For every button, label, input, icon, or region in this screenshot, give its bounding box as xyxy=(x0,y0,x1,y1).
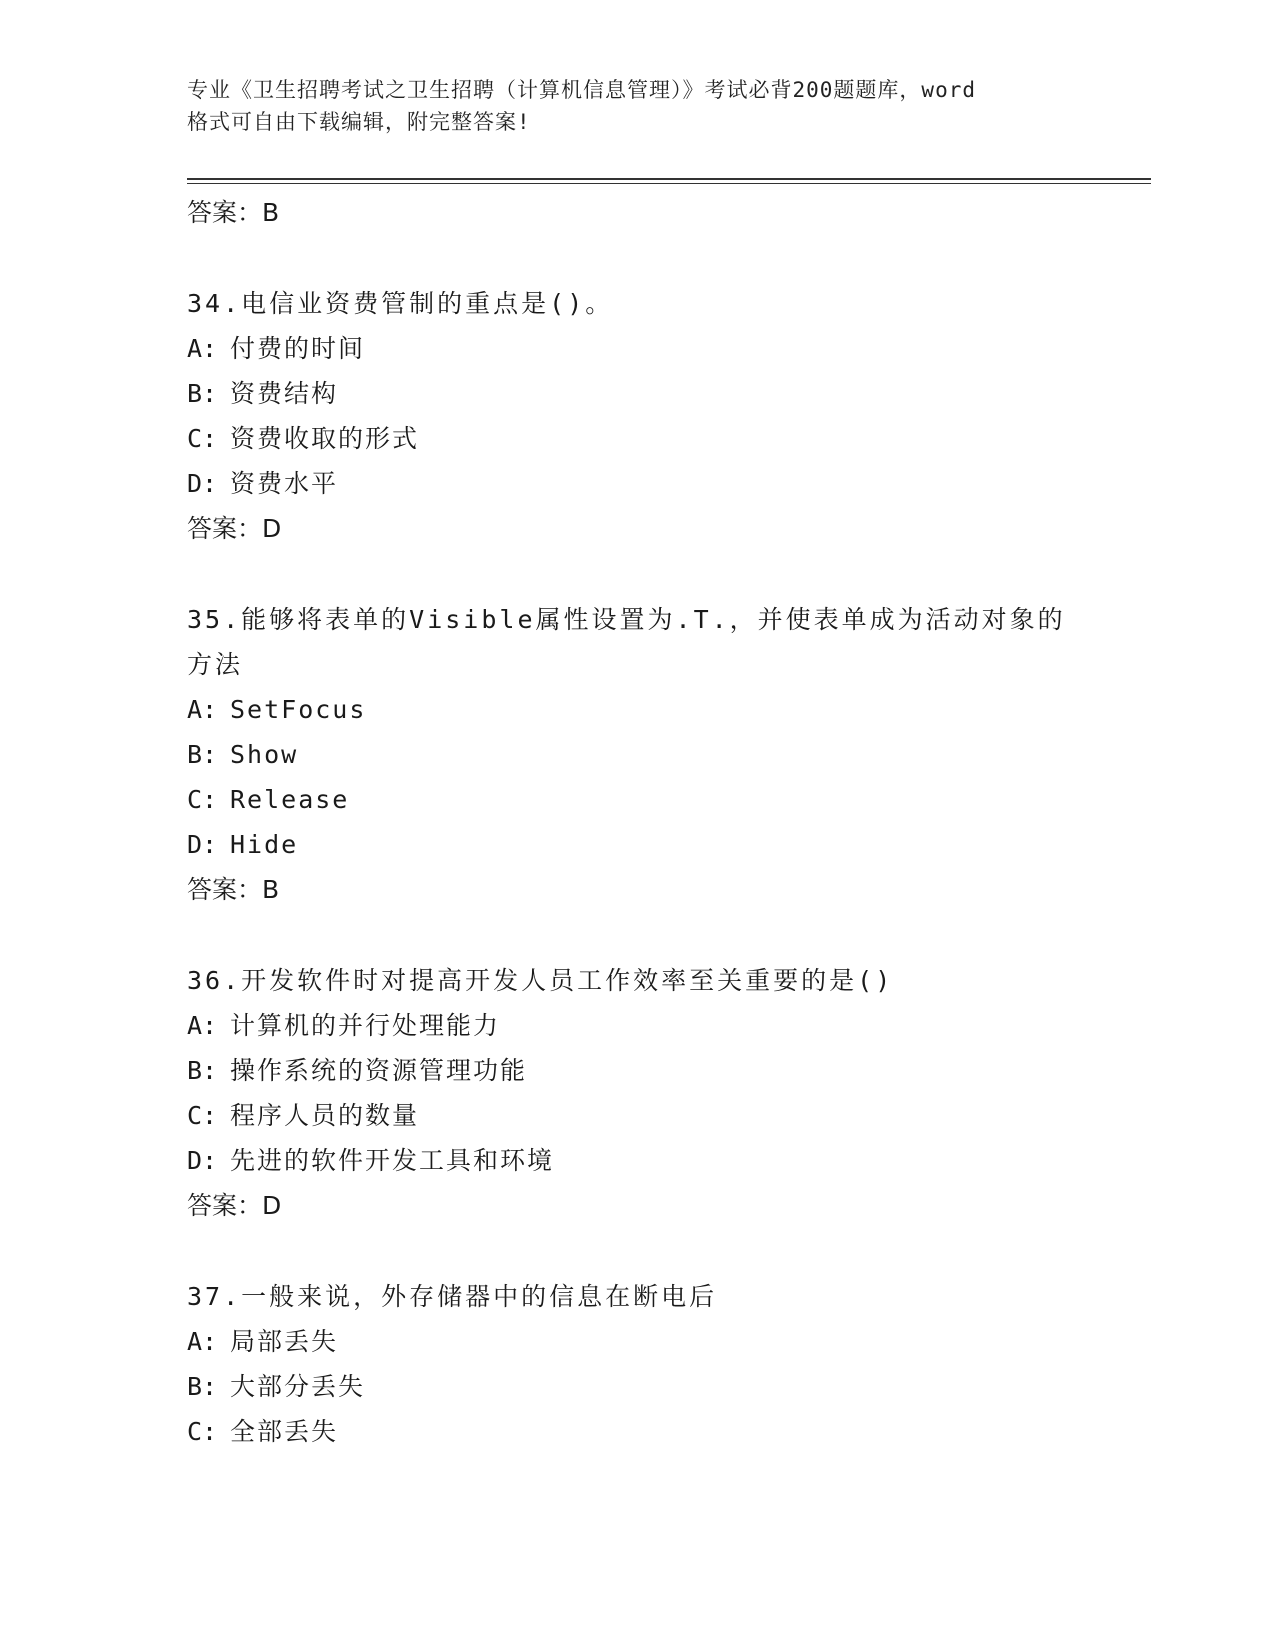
option-c xyxy=(187,416,1151,461)
option-key: B: xyxy=(187,740,218,769)
question-36 xyxy=(187,958,1151,1228)
option-text: 程序人员的数量 xyxy=(230,1101,420,1130)
option-text: 操作系统的资源管理功能 xyxy=(230,1056,528,1085)
previous-question-answer: 答案：B xyxy=(187,198,280,227)
document-header xyxy=(187,74,1087,138)
option-key: C: xyxy=(187,1101,218,1130)
option-key: B: xyxy=(187,1372,218,1401)
option-key: A: xyxy=(187,695,218,724)
option-text: 资费结构 xyxy=(230,379,339,408)
option-text: 资费水平 xyxy=(230,469,339,498)
question-35 xyxy=(187,597,1151,912)
question-title: 34.电信业资费管制的重点是()。 xyxy=(187,289,614,318)
header-line-2: 格式可自由下载编辑，附完整答案! xyxy=(187,110,531,134)
option-key: D: xyxy=(187,830,218,859)
question-34 xyxy=(187,281,1151,551)
header-divider-thick xyxy=(187,178,1151,180)
option-a xyxy=(187,1319,1151,1364)
option-text: 计算机的并行处理能力 xyxy=(230,1011,501,1040)
option-key: B: xyxy=(187,379,218,408)
option-text: 局部丢失 xyxy=(230,1327,339,1356)
option-text: 全部丢失 xyxy=(230,1417,339,1446)
question-title: 37.一般来说，外存储器中的信息在断电后 xyxy=(187,1282,718,1311)
option-b xyxy=(187,732,1151,777)
option-a xyxy=(187,687,1151,732)
question-answer: 答案：B xyxy=(187,875,280,904)
option-text: 先进的软件开发工具和环境 xyxy=(230,1146,555,1175)
question-title: 35.能够将表单的Visible属性设置为.T.，并使表单成为活动对象的方法 xyxy=(187,605,1066,679)
header-line-1: 专业《卫生招聘考试之卫生招聘（计算机信息管理）》考试必背200题题库，word xyxy=(187,78,976,102)
question-title: 36.开发软件时对提高开发人员工作效率至关重要的是() xyxy=(187,966,894,995)
header-divider-thin xyxy=(187,183,1151,184)
question-answer: 答案：D xyxy=(187,514,282,543)
option-b xyxy=(187,371,1151,416)
option-d xyxy=(187,1138,1151,1183)
question-answer: 答案：D xyxy=(187,1191,282,1220)
option-key: C: xyxy=(187,1417,218,1446)
option-a xyxy=(187,326,1151,371)
question-37 xyxy=(187,1274,1151,1454)
option-text: Release xyxy=(230,785,350,814)
option-key: D: xyxy=(187,469,218,498)
option-b xyxy=(187,1048,1151,1093)
option-key: A: xyxy=(187,1011,218,1040)
option-c xyxy=(187,777,1151,822)
option-b xyxy=(187,1364,1151,1409)
option-key: D: xyxy=(187,1146,218,1175)
option-text: 大部分丢失 xyxy=(230,1372,366,1401)
option-d xyxy=(187,822,1151,867)
option-c xyxy=(187,1409,1151,1454)
option-key: C: xyxy=(187,785,218,814)
option-text: Show xyxy=(230,740,299,769)
option-text: 资费收取的形式 xyxy=(230,424,420,453)
option-key: A: xyxy=(187,334,218,363)
option-key: C: xyxy=(187,424,218,453)
option-text: 付费的时间 xyxy=(230,334,366,363)
option-text: SetFocus xyxy=(230,695,367,724)
document-body xyxy=(187,190,1151,1500)
option-key: B: xyxy=(187,1056,218,1085)
option-key: A: xyxy=(187,1327,218,1356)
option-c xyxy=(187,1093,1151,1138)
option-d xyxy=(187,461,1151,506)
option-text: Hide xyxy=(230,830,299,859)
option-a xyxy=(187,1003,1151,1048)
